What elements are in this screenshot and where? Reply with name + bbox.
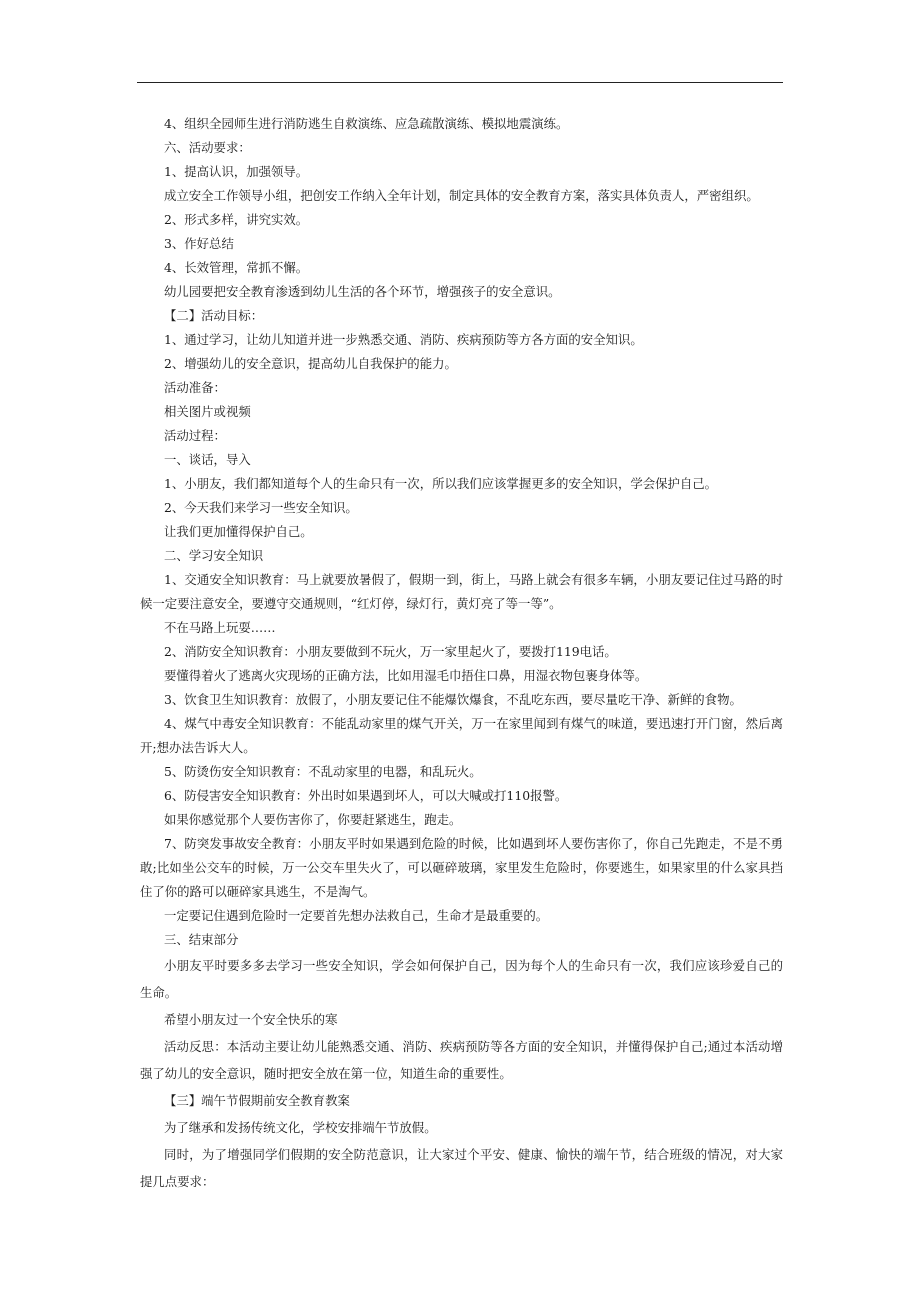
- paragraph: 4、煤气中毒安全知识教育：不能乱动家里的煤气开关，万一在家里闻到有煤气的味道，要迅速打开门窗，然后离开;想办法告诉大人。: [140, 716, 783, 755]
- paragraph: 让我们更加懂得保护自己。: [164, 524, 313, 539]
- paragraph: 1、通过学习，让幼儿知道并进一步熟悉交通、消防、疾病预防等方各方面的安全知识。: [164, 332, 643, 347]
- paragraph: 小朋友平时要多多去学习一些安全知识，学会如何保护自己，因为每个人的生命只有一次，我们应该珍爱自己的生命。: [140, 958, 783, 1000]
- paragraph: 7、防突发事故安全教育：小朋友平时如果遇到危险的时候，比如遇到坏人要伤害你了，你自己先跑走，不是不勇敢;比如坐公交车的时候，万一公交车里失火了，可以砸碎玻璃，家里发生危险时，你要逃生，如果家里的什么家具挡住了你的路可以砸碎家具逃生，不是淘气。: [140, 836, 783, 899]
- paragraph: 3、作好总结: [164, 236, 234, 251]
- paragraph: 活动过程：: [164, 428, 226, 443]
- paragraph: 希望小朋友过一个安全快乐的寒: [164, 1012, 338, 1027]
- paragraph: 4、长效管理，常抓不懈。: [164, 260, 309, 275]
- document-body: [140, 112, 783, 1195]
- paragraph: 1、小朋友，我们都知道每个人的生命只有一次，所以我们应该掌握更多的安全知识，学会保护自己。: [164, 476, 718, 491]
- paragraph: 2、形式多样，讲究实效。: [164, 212, 309, 227]
- paragraph: 六、活动要求：: [164, 140, 251, 155]
- paragraph: 一、谈话，导入: [164, 452, 251, 467]
- paragraph: 为了继承和发扬传统文化，学校安排端午节放假。: [164, 1120, 437, 1135]
- paragraph: 1、交通安全知识教育：马上就要放暑假了，假期一到，街上，马路上就会有很多车辆，小朋友要记住过马路的时候一定要注意安全，要遵守交通规则，“红灯停，绿灯行，黄灯亮了等一等”。: [140, 572, 783, 611]
- header-rule: [137, 82, 783, 83]
- paragraph: 同时，为了增强同学们假期的安全防范意识，让大家过个平安、健康、愉快的端午节，结合班级的情况，对大家提几点要求：: [140, 1147, 783, 1189]
- paragraph: 2、增强幼儿的安全意识，提高幼儿自我保护的能力。: [164, 356, 457, 371]
- paragraph: 3、饮食卫生知识教育：放假了，小朋友要记住不能爆饮爆食，不乱吃东西，要尽量吃干净、新鲜的食物。: [164, 692, 742, 707]
- paragraph: 活动反思：本活动主要让幼儿能熟悉交通、消防、疾病预防等各方面的安全知识，并懂得保护自己;通过本活动增强了幼儿的安全意识，随时把安全放在第一位，知道生命的重要性。: [140, 1039, 783, 1081]
- paragraph: 1、提高认识，加强领导。: [164, 164, 309, 179]
- paragraph: 2、今天我们来学习一些安全知识。: [164, 500, 358, 515]
- paragraph: 如果你感觉那个人要伤害你了，你要赶紧逃生，跑走。: [164, 812, 462, 827]
- paragraph: 不在马路上玩耍……: [164, 620, 276, 635]
- paragraph: 2、消防安全知识教育：小朋友要做到不玩火，万一家里起火了，要拨打119电话。: [164, 644, 617, 659]
- paragraph: 4、组织全园师生进行消防逃生自救演练、应急疏散演练、模拟地震演练。: [164, 116, 569, 131]
- paragraph: 6、防侵害安全知识教育：外出时如果遇到坏人，可以大喊或打110报警。: [164, 788, 568, 803]
- paragraph: 活动准备：: [164, 380, 226, 395]
- paragraph: 【二】活动目标：: [164, 308, 264, 323]
- paragraph: 二、学习安全知识: [164, 548, 264, 563]
- paragraph: 要懂得着火了逃离火灾现场的正确方法，比如用湿毛巾捂住口鼻，用湿衣物包裹身体等。: [164, 668, 648, 683]
- paragraph: 【三】端午节假期前安全教育教案: [164, 1093, 350, 1108]
- paragraph: 相关图片或视频: [164, 404, 251, 419]
- paragraph: 三、结束部分: [164, 932, 239, 947]
- paragraph: 幼儿园要把安全教育渗透到幼儿生活的各个环节，增强孩子的安全意识。: [164, 284, 561, 299]
- paragraph: 5、防烫伤安全知识教育：不乱动家里的电器，和乱玩火。: [164, 764, 482, 779]
- paragraph: 一定要记住遇到危险时一定要首先想办法救自己，生命才是最重要的。: [164, 908, 549, 923]
- paragraph: 成立安全工作领导小组，把创安工作纳入全年计划，制定具体的安全教育方案，落实具体负责人，严密组织。: [164, 188, 759, 203]
